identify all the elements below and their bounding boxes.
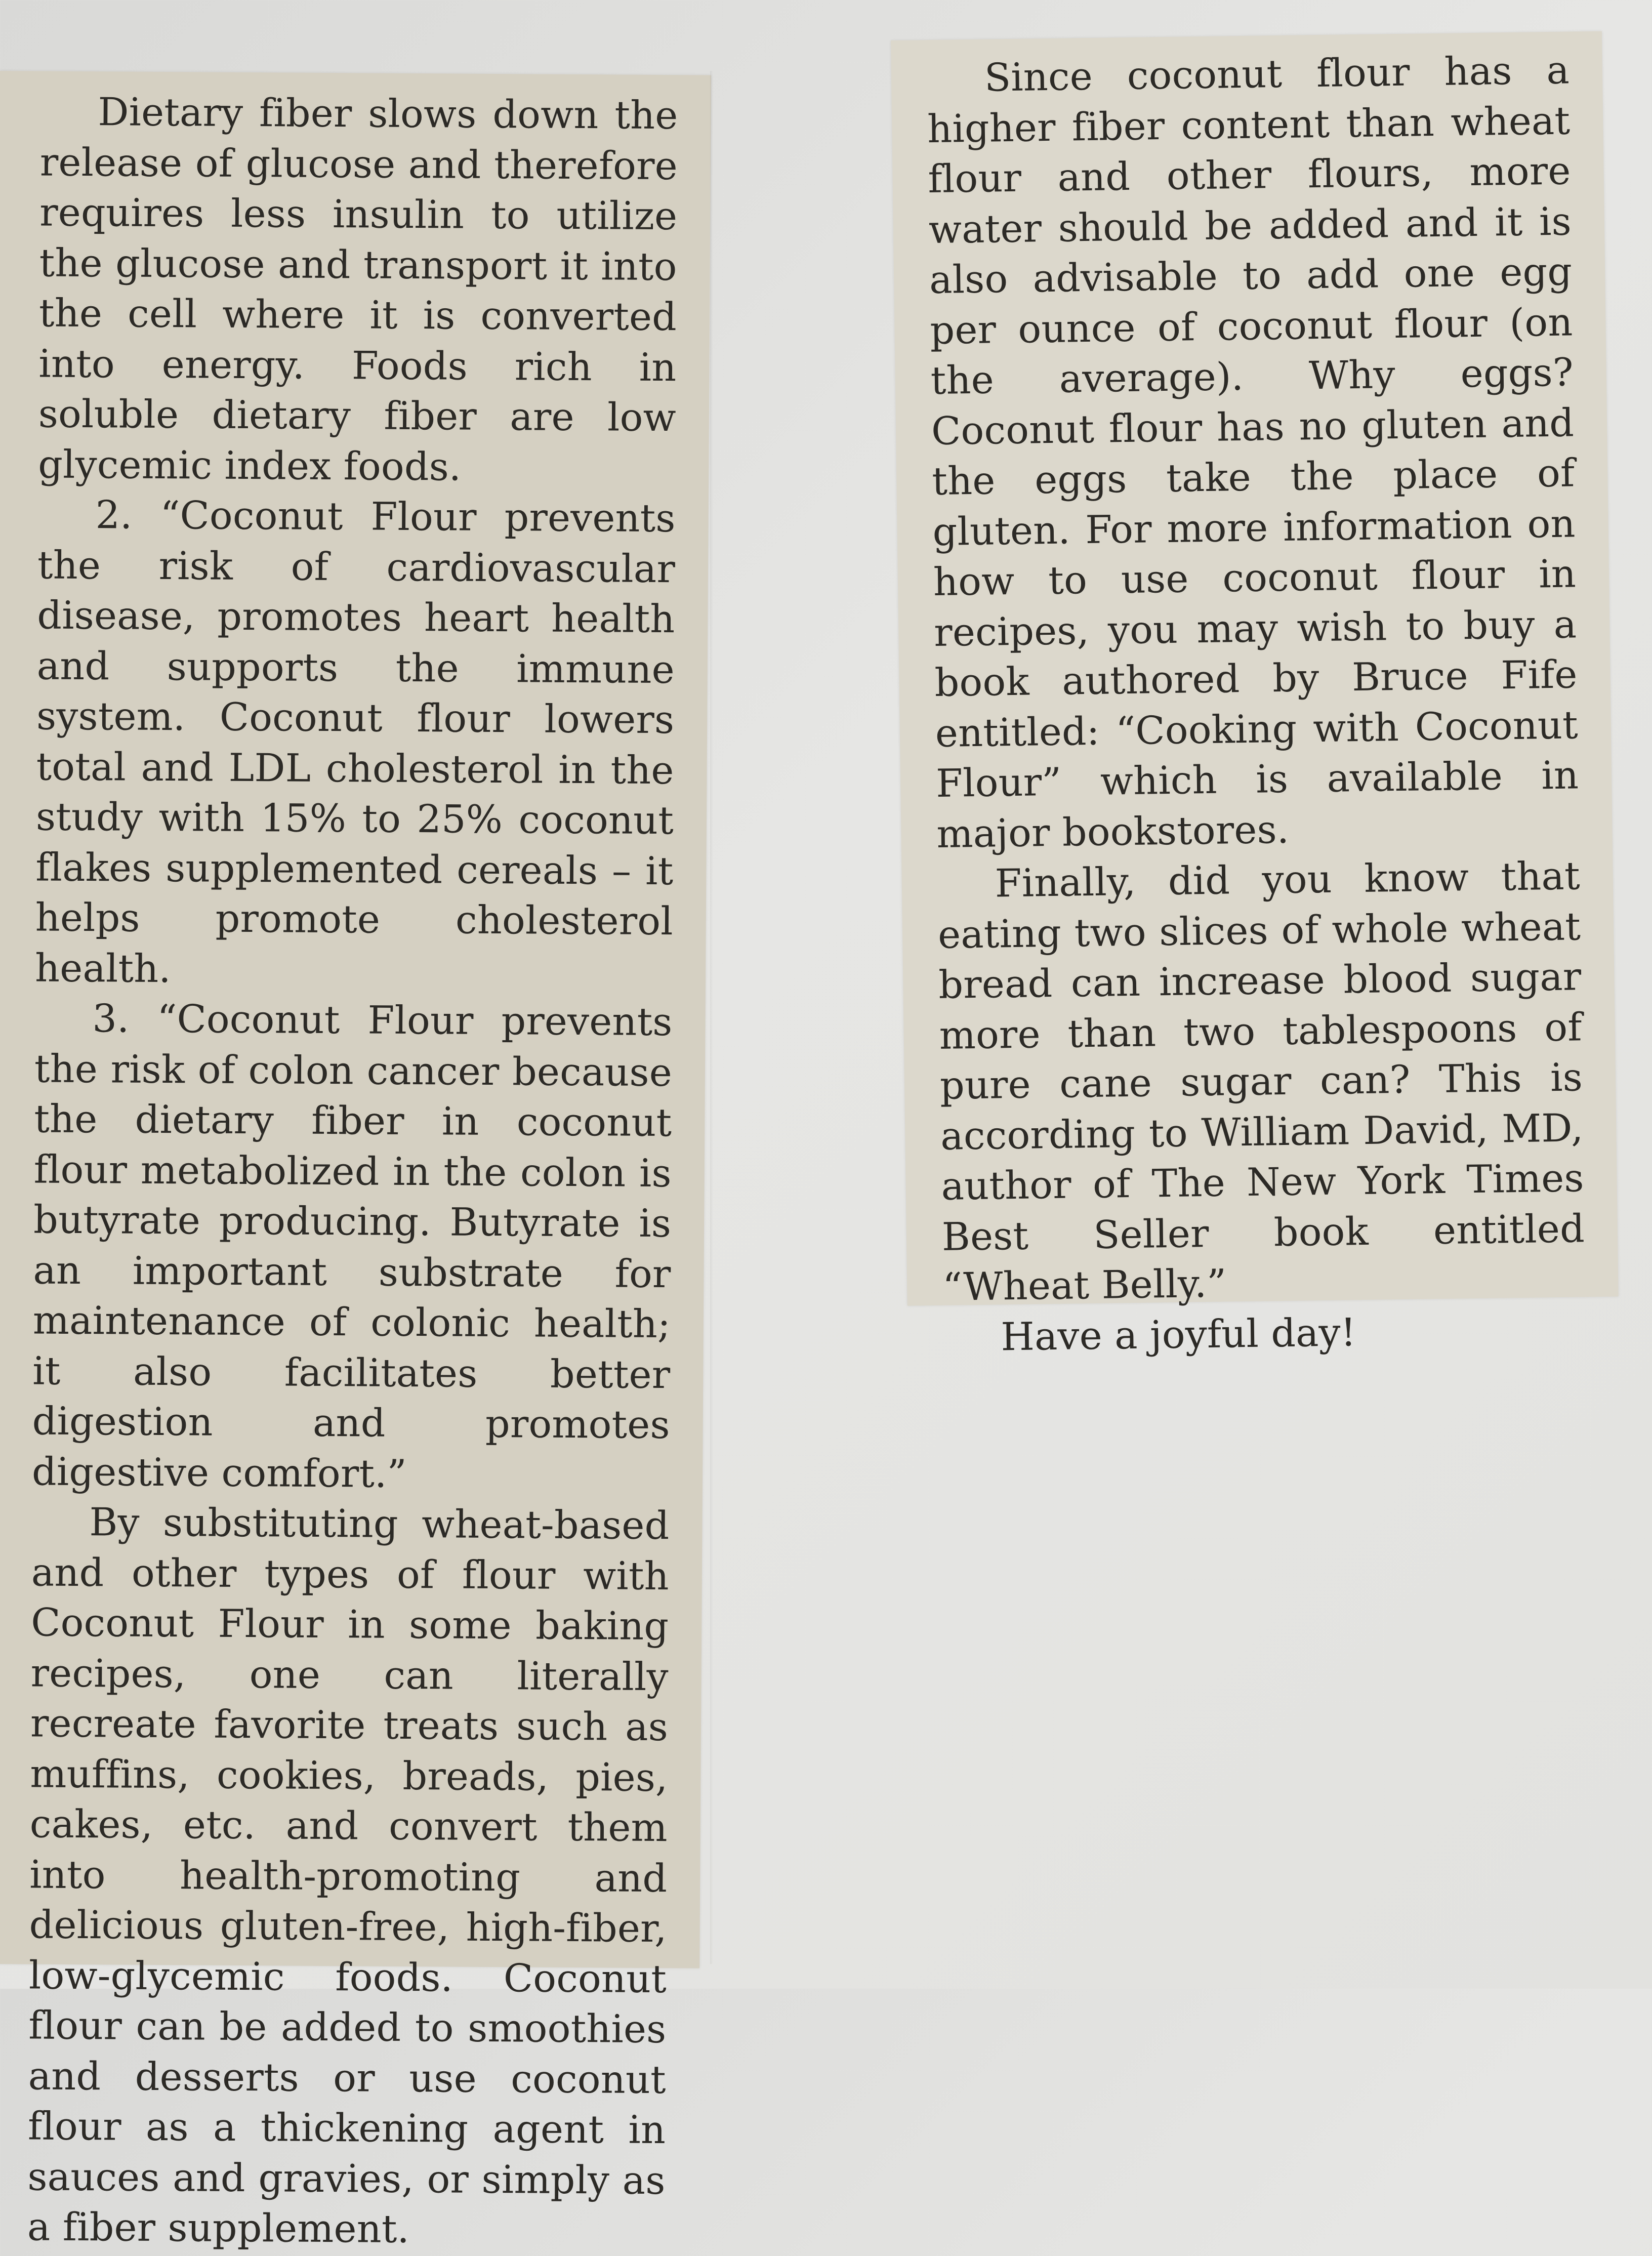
right-column-text — [926, 45, 1586, 1362]
left-paragraph-1: Dietary fiber slows down the release of glucose and therefore requires less insulin to utilize the glucose and transport it into the cell where it is converted into energy. Foods rich in soluble dietary fiber are low glycemic index foods. — [37, 89, 678, 489]
left-paragraph-4: By substituting wheat-based and other types of flour with Coconut Flour in some baking recipes, one can literally recreate favorite treats such as muffins, cookies, breads, pies, cakes, etc. and convert them into health-promoting and delicious gluten-free, high-fiber, low-glycemic foods. Coconut flour can be added to smoothies and desserts or use coconut flour as a thickening agent in sauces and gravies, or simply as a fiber supplement. — [27, 1499, 670, 2252]
right-paragraph-3: Have a joyful day! — [1000, 1309, 1357, 1359]
left-paragraph-3: 3. “Coconut Flour prevents the risk of colon cancer because the dietary fiber in coconut flour metabolized in the colon is butyrate producing. Butyrate is an important substrate for maintenance of colonic health; it also facilitates better digestion and promotes digestive comfort.” — [31, 996, 673, 1496]
right-paragraph-2: Finally, did you know that eating two slices of whole wheat bread can increase blood sugar more than two tablespoons of pure cane sugar can? This is according to William David, MD, author of The New York Times Best Seller book entitled “Wheat Belly.” — [937, 853, 1585, 1309]
right-paragraph-1: Since coconut flour has a higher fiber content than wheat flour and other flours, more water should be added and it is also advisable to add one egg per ounce of coconut flour (on the average). Why eggs? Coconut flour has no gluten and the eggs take the place of gluten. For more information on how to use coconut flour in recipes, you may wish to buy a book authored by Bruce Fife entitled: “Cooking with Coconut Flour” which is available in major bookstores. — [927, 47, 1579, 856]
newspaper-clipping-left — [0, 71, 711, 2252]
newspaper-clipping-right — [891, 31, 1619, 1359]
left-paragraph-2: 2. “Coconut Flour prevents the risk of cardiovascular disease, promotes heart health and supports the immune system. Coconut flour lowers total and LDL cholesterol in the study with 15% to 25% coconut flakes supplemented cereals – it helps promote cholesterol health. — [34, 492, 676, 991]
clipping-edge-shadow — [710, 71, 713, 1964]
left-column-text — [27, 86, 678, 2255]
